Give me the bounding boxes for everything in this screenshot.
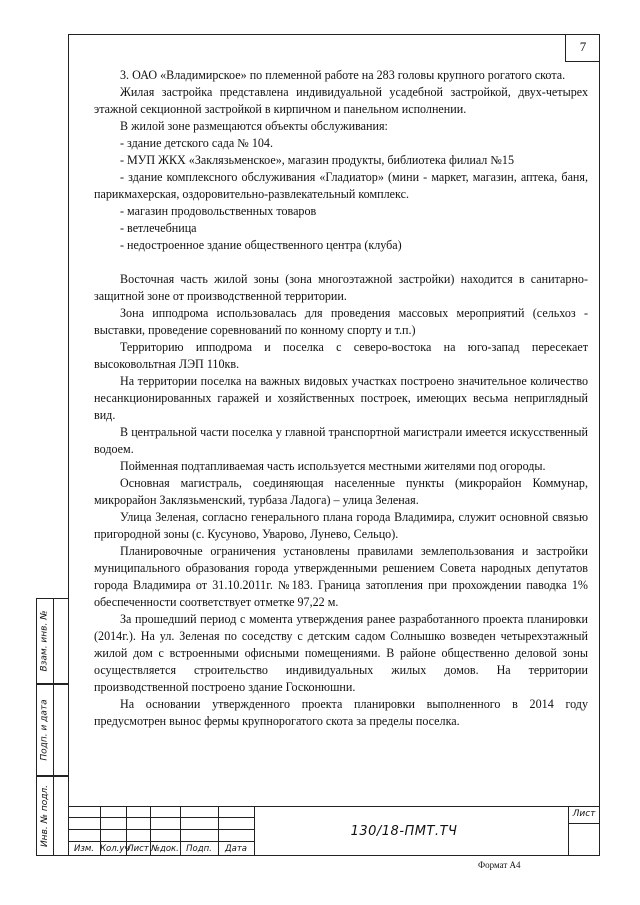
paragraph: Восточная часть жилой зоны (зона многоэтажной застройки) находится в санитарно-защитной зоне от производственной территории. — [94, 272, 588, 303]
paragraph: - МУП ЖКХ «Заклязьменское», магазин продукты, библиотека филиал №15 — [120, 153, 514, 167]
paragraph: Основная магистраль, соединяющая населенные пункты (микрорайон Коммунар, микрорайон Заклязьменский, турбаза Ладога) – улица Зеленая. — [94, 476, 588, 507]
paragraph: В центральной части поселка у главной транспортной магистрали имеется искусственный водоем. — [94, 425, 588, 456]
sheet-label: Лист — [572, 809, 596, 819]
paragraph: - ветлечебница — [120, 221, 197, 235]
paragraph: На территории поселка на важных видовых участках построено значительное количество несанкционированных гаражей и хозяйственных построек, имеющих весьма неприглядный вид. — [94, 374, 588, 422]
paragraph: На основании утвержденного проекта планировки выполненного в 2014 году предусмотрен вынос фермы крупнорогатого скота за пределы поселка. — [94, 697, 588, 728]
col-list: Лист — [127, 844, 149, 854]
paragraph: - здание детского сада № 104. — [120, 136, 273, 150]
binding-strip-podp — [36, 684, 68, 776]
document-body — [94, 67, 588, 730]
paragraph: В жилой зоне размещаются объекты обслуживания: — [120, 119, 388, 133]
inv-podl-label: Инв. № подл. — [40, 784, 50, 848]
title-block — [68, 806, 600, 856]
paragraph: Жилая застройка представлена индивидуальной усадебной застройкой, двух-четырех этажной секционной застройкой в кирпичном и панельном исполнении. — [94, 85, 588, 116]
col-data: Дата — [224, 844, 247, 854]
binding-strip-vzam — [36, 598, 68, 684]
col-izm: Изм. — [74, 844, 94, 854]
paragraph: Пойменная подтапливаемая часть используется местными жителями под огороды. — [120, 459, 546, 473]
paragraph: - недостроенное здание общественного центра (клуба) — [120, 238, 402, 252]
paragraph: 3. ОАО «Владимирское» по племенной работе на 283 головы крупного рогатого скота. — [120, 68, 566, 82]
paragraph: За прошедший период с момента утверждения ранее разработанного проекта планировки (2014г.). На ул. Зеленая по соседству с детским садом Солнышко возведен четырехэтажный жилой дом с встроенными офисными помещениями. В районе общественно деловой зоны осуществляется строительство индивидуальных жилых домов. На территории производственной построено здание Госконюшни. — [94, 612, 588, 694]
paragraph: - здание комплексного обслуживания «Гладиатор» (мини - маркет, магазин, аптека, баня, парикмахерская, оздоровительно-развлекательный комплекс. — [94, 170, 588, 201]
podp-data-label: Подп. и дата — [40, 699, 50, 761]
paragraph: Зона ипподрома использовалась для проведения массовых мероприятий (сельхоз - выставки, проведение соревнований по конному спорту и т.п.) — [94, 306, 588, 337]
col-podp: Подп. — [186, 844, 212, 854]
col-ndok: №док. — [151, 844, 179, 854]
paragraph: Территорию ипподрома и поселка с северо-востока на юго-запад пересекает высоковольтная ЛЭП 110кв. — [94, 340, 588, 371]
paragraph: - магазин продовольственных товаров — [120, 204, 317, 218]
page-number: 7 — [565, 34, 600, 62]
vzam-inv-label: Взам. инв. № — [40, 610, 51, 672]
format-label: Формат А4 — [478, 860, 521, 870]
document-code: 130/18-ПМТ.ТЧ — [350, 824, 458, 839]
binding-strip-inv — [36, 776, 68, 856]
col-kol-uch: Кол.уч — [100, 844, 130, 854]
paragraph: Планировочные ограничения установлены правилами землепользования и застройки муниципального образования города утвержденными решением Совета народных депутатов города Владимира от 31.10.2011г. №183. Граница затопления при прохождении паводка 1% обеспеченности соответствует отметке 97,22 м. — [94, 544, 588, 609]
paragraph: Улица Зеленая, согласно генерального плана города Владимира, служит основной связью пригородной зоны (с. Кусуново, Уварово, Лунево, Сельцо). — [94, 510, 588, 541]
